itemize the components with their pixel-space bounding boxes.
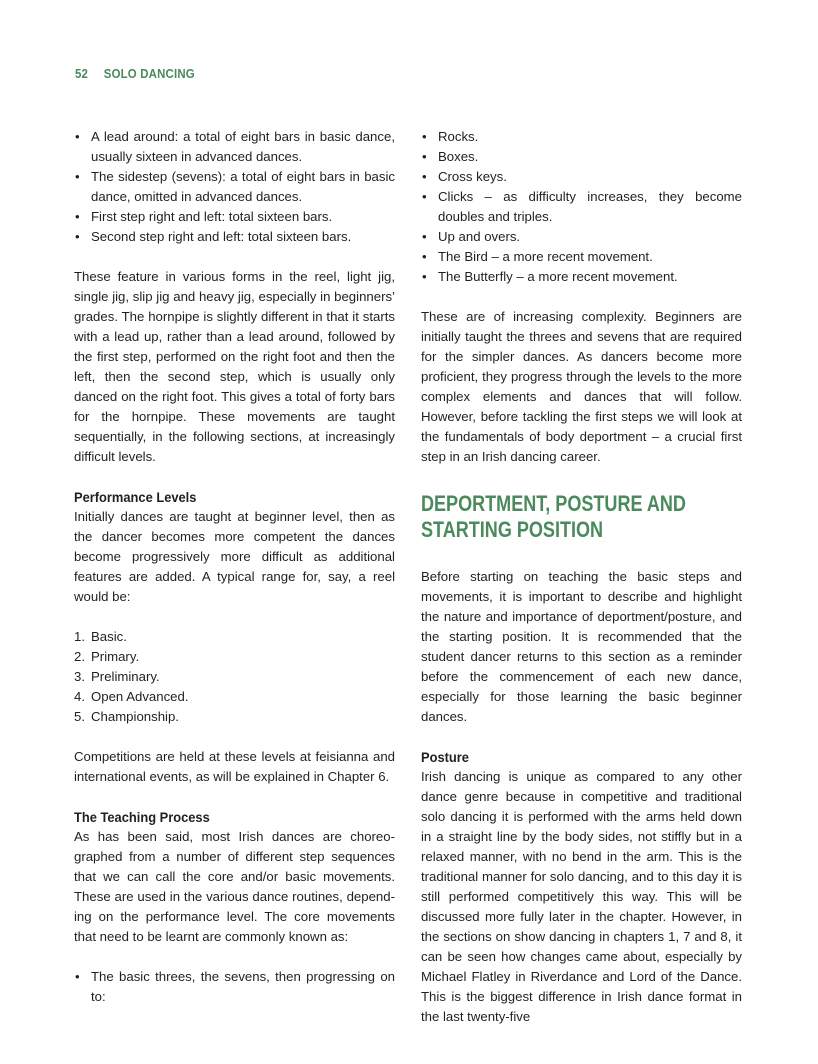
body-paragraph: As has been said, most Irish dances are choreographed from a number of different step sequences that we can call the core and/or basic movements. These are used in the various dance routines, depending on the performance level. The core movements that need to be learnt are commonly known as: [74, 829, 395, 944]
body-paragraph: Before starting on teaching the basic steps and movements, it is important to describe and highlight the nature and importance of deportment/posture, and the starting position. It is recommended that the student dancer returns to this section as a reminder before the commencement of each new dance, especially for those learning the basic beginner dances. [421, 569, 742, 724]
bullet-icon: • [422, 149, 427, 164]
list-item: • A lead around: a total of eight bars in basic dance, usually sixteen in advanced dances. [75, 129, 395, 164]
section-title-line-1: DEPORTMENT, POSTURE AND [421, 491, 686, 516]
chapter-title: SOLO DANCING [103, 66, 195, 81]
list-item: • The Bird – a more recent movement. [421, 247, 742, 267]
list-item: 1. Basic. [74, 629, 127, 644]
bullet-icon: • [75, 969, 80, 984]
list-item: • Second step right and left: total sixteen bars. [74, 227, 395, 247]
list-item: • The Butterfly – a more recent movement. [421, 267, 742, 287]
bullet-icon: • [422, 249, 427, 264]
list-item: 5. Championship. [74, 709, 179, 724]
list-item: 3. Preliminary. [74, 669, 160, 684]
bullet-icon: • [422, 269, 427, 284]
bullet-icon: • [422, 129, 427, 144]
body-paragraph: These feature in various forms in the reel, light jig, single jig, slip jig and heavy jig, especially in beginners’ grades. The hornpipe is slightly different in that it starts with a lead up, rather than a lead around, followed by the first step, performed on the right foot and then the left, then the second step, which is usually only danced on the right foot. This gives a total of forty bars for the hornpipe. These movements are taught sequentially, in the following sections, at increasingly difficult levels. [74, 269, 395, 464]
list-item: • Boxes. [421, 147, 742, 167]
posture-heading: Posture [421, 749, 469, 765]
running-head [75, 66, 195, 81]
left-column [74, 127, 395, 1007]
bullet-icon: • [75, 129, 80, 144]
list-item: • The basic threes, the sevens, then progressing on to: [75, 969, 395, 1004]
list-item: • The sidestep (sevens): a total of eight bars in basic dance, omitted in advanced dances. [75, 169, 395, 204]
list-item: 4. Open Advanced. [74, 689, 189, 704]
teaching-process-heading: The Teaching Process [74, 809, 210, 825]
list-item: • First step right and left: total sixteen bars. [74, 207, 395, 227]
bullet-icon: • [422, 229, 427, 244]
bullet-icon: • [422, 169, 427, 184]
list-item: • Cross keys. [421, 167, 742, 187]
section-title-line-2: STARTING POSITION [421, 517, 604, 542]
page-number: 52 [75, 66, 89, 81]
list-item: 2. Primary. [74, 649, 140, 664]
bullet-icon: • [422, 189, 427, 204]
core-movements-list [74, 967, 395, 1007]
bullet-icon: • [75, 209, 80, 224]
list-item: • Rocks. [421, 127, 742, 147]
body-paragraph: Irish dancing is unique as compared to any other dance genre because in competitive and traditional solo dancing it is performed with the arms held down in a straight line by the body sides, not stiffly but in a relaxed manner, with no bend in the arm. This is the traditional manner for solo dancing, and to this day it is still performed competitively this way. This will be discussed more fully later in the chapter. However, in the sections on show dancing in chapters 1, 7 and 8, it can be seen how changes came about, especially by Michael Flatley in Riverdance and Lord of the Dance. This is the biggest difference in Irish dance format in the last twenty-five [421, 769, 742, 1024]
intro-bullet-list [74, 127, 395, 247]
body-paragraph: Competitions are held at these levels at feisianna and international events, as will be explained in Chapter 6. [74, 749, 395, 784]
movement-bullet-list [421, 127, 742, 287]
performance-levels-heading: Performance Levels [74, 489, 197, 505]
list-item: • Clicks – as difficulty increases, they become doubles and triples. [422, 189, 742, 224]
body-paragraph: These are of increasing complexity. Beginners are initially taught the threes and sevens that are required for the simpler dances. As dancers become more proficient, they progress through the levels to the more complex elements and dances that will follow. However, before tackling the first steps we will look at the fundamentals of body deportment – a crucial first step in an Irish dancing career. [421, 309, 742, 464]
bullet-icon: • [75, 169, 80, 184]
list-item: • Up and overs. [421, 227, 742, 247]
section-title [421, 487, 742, 549]
bullet-icon: • [75, 229, 80, 244]
body-paragraph: Initially dances are taught at beginner level, then as the dancer becomes more competent the dances become progressively more difficult as additional features are added. A typical range for, say, a reel would be: [74, 509, 395, 604]
right-column [421, 127, 742, 1027]
performance-levels-list [74, 627, 395, 727]
